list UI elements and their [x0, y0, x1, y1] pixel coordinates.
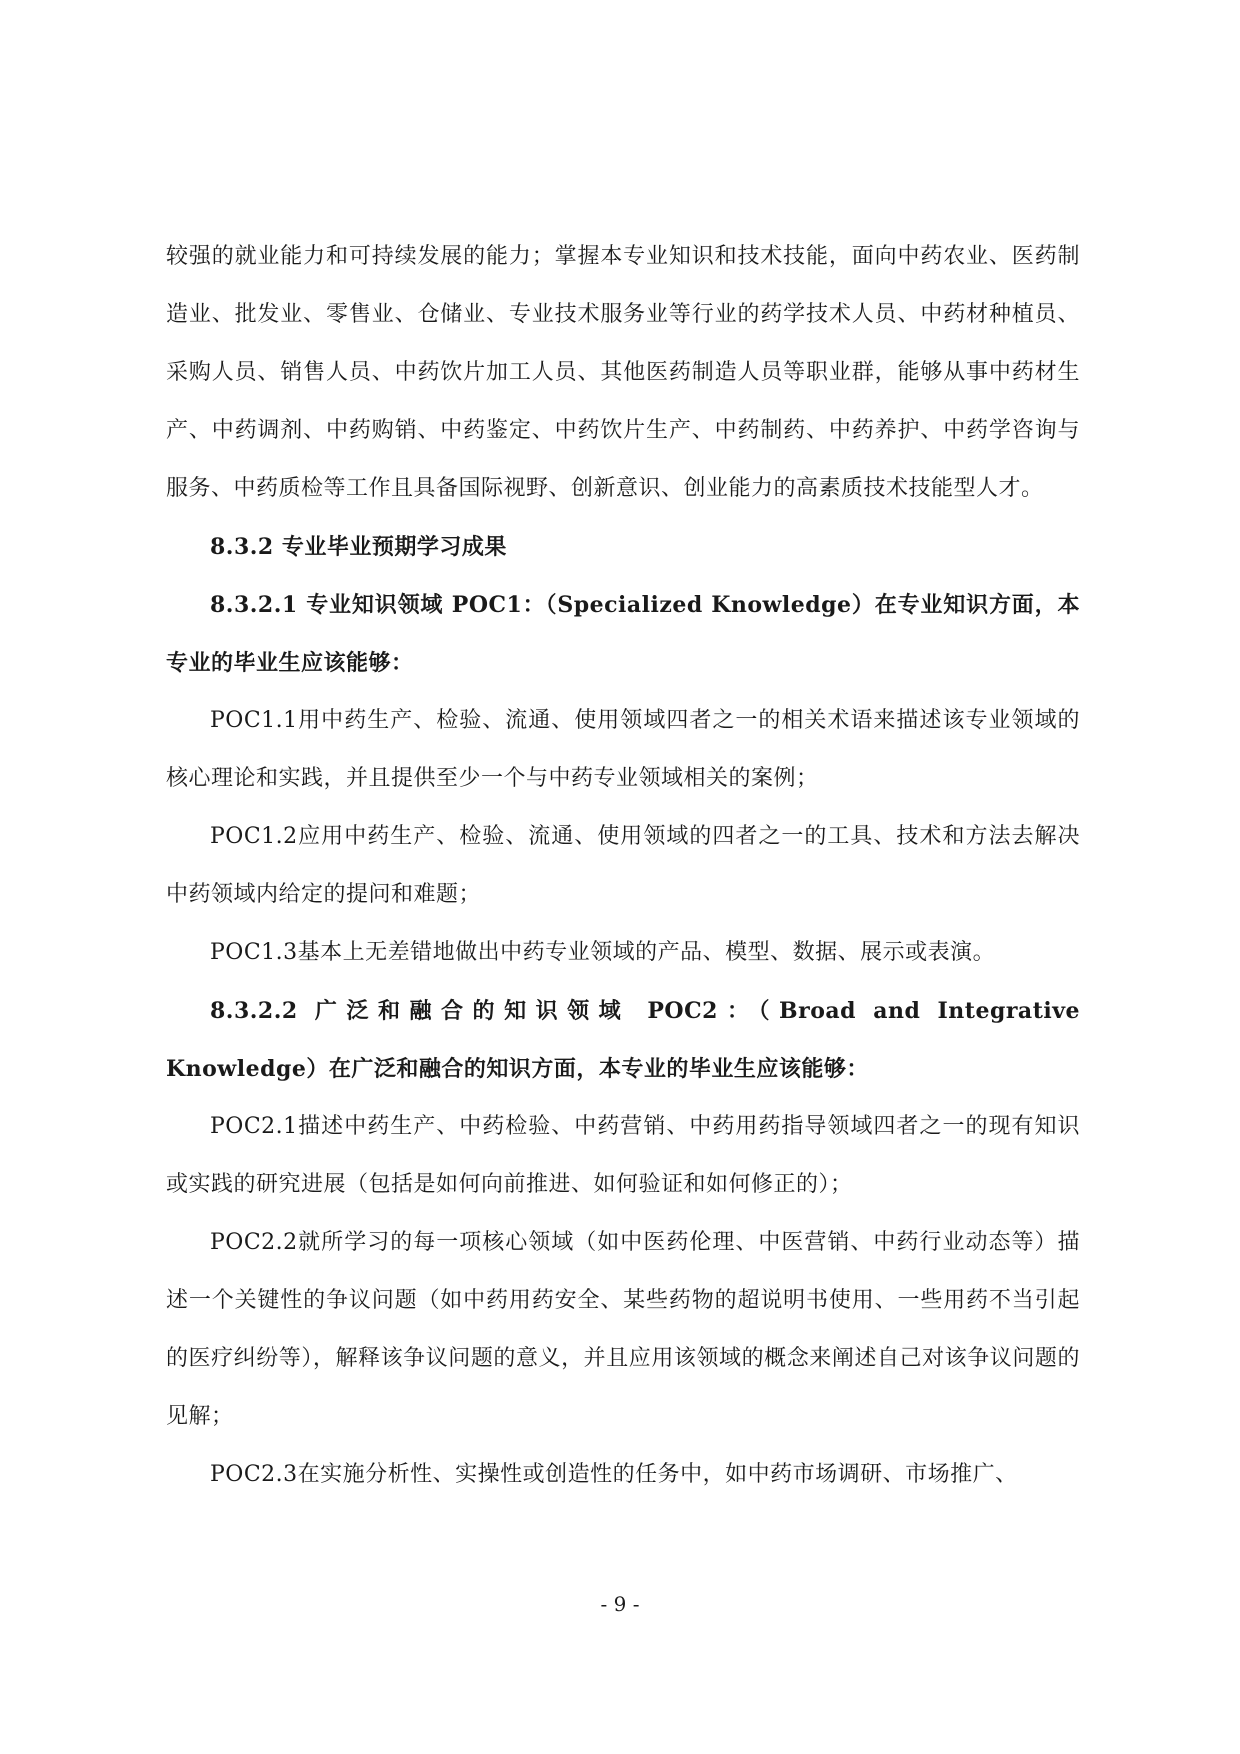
paragraph-poc1-1: POC1.1用中药生产、检验、流通、使用领域四者之一的相关术语来描述该专业领域的核心理论和实践，并且提供至少一个与中药专业领域相关的案例； [166, 708, 1080, 791]
paragraph-poc2-1: POC2.1描述中药生产、中药检验、中药营销、中药用药指导领域四者之一的现有知识或实践的研究进展（包括是如何向前推进、如何验证和如何修正的）； [166, 1114, 1080, 1197]
paragraph-poc2-2: POC2.2就所学习的每一项核心领域（如中医药伦理、中医营销、中药行业动态等）描述一个关键性的争议问题（如中药用药安全、某些药物的超说明书使用、一些用药不当引起的医疗纠纷等），解释该争议问题的意义，并且应用该领域的概念来阐述自己对该争议问题的见解； [166, 1230, 1080, 1429]
paragraph-poc1-2: POC1.2应用中药生产、检验、流通、使用领域的四者之一的工具、技术和方法去解决中药领域内给定的提问和难题； [166, 824, 1080, 907]
section-heading-8-3-2-1: 8.3.2.1 专业知识领域 POC1：（Specialized Knowledge）在专业知识方面，本专业的毕业生应该能够： [166, 592, 1080, 676]
paragraph-intro-continuation: 较强的就业能力和可持续发展的能力；掌握本专业知识和技术技能，面向中药农业、医药制造业、批发业、零售业、仓储业、专业技术服务业等行业的药学技术人员、中药材种植员、采购人员、销售人员、中药饮片加工人员、其他医药制造人员等职业群，能够从事中药材生产、中药调剂、中药购销、中药鉴定、中药饮片生产、中药制药、中药养护、中药学咨询与服务、中药质检等工作且具备国际视野、创新意识、创业能力的高素质技术技能型人才。 [166, 244, 1080, 501]
page-number: - 9 - [600, 1592, 640, 1616]
paragraph-poc2-3: POC2.3在实施分析性、实操性或创造性的任务中，如中药市场调研、市场推广、 [210, 1462, 1018, 1487]
section-heading-8-3-2: 8.3.2 专业毕业预期学习成果 [210, 534, 507, 560]
body-text [166, 228, 1080, 1504]
section-heading-8-3-2-2: 8.3.2.2 广泛和融合的知识领域 POC2：（Broad and Integrative Knowledge）在广泛和融合的知识方面，本专业的毕业生应该能够： [166, 998, 1080, 1082]
paragraph-poc1-3: POC1.3基本上无差错地做出中药专业领域的产品、模型、数据、展示或表演。 [210, 940, 996, 965]
